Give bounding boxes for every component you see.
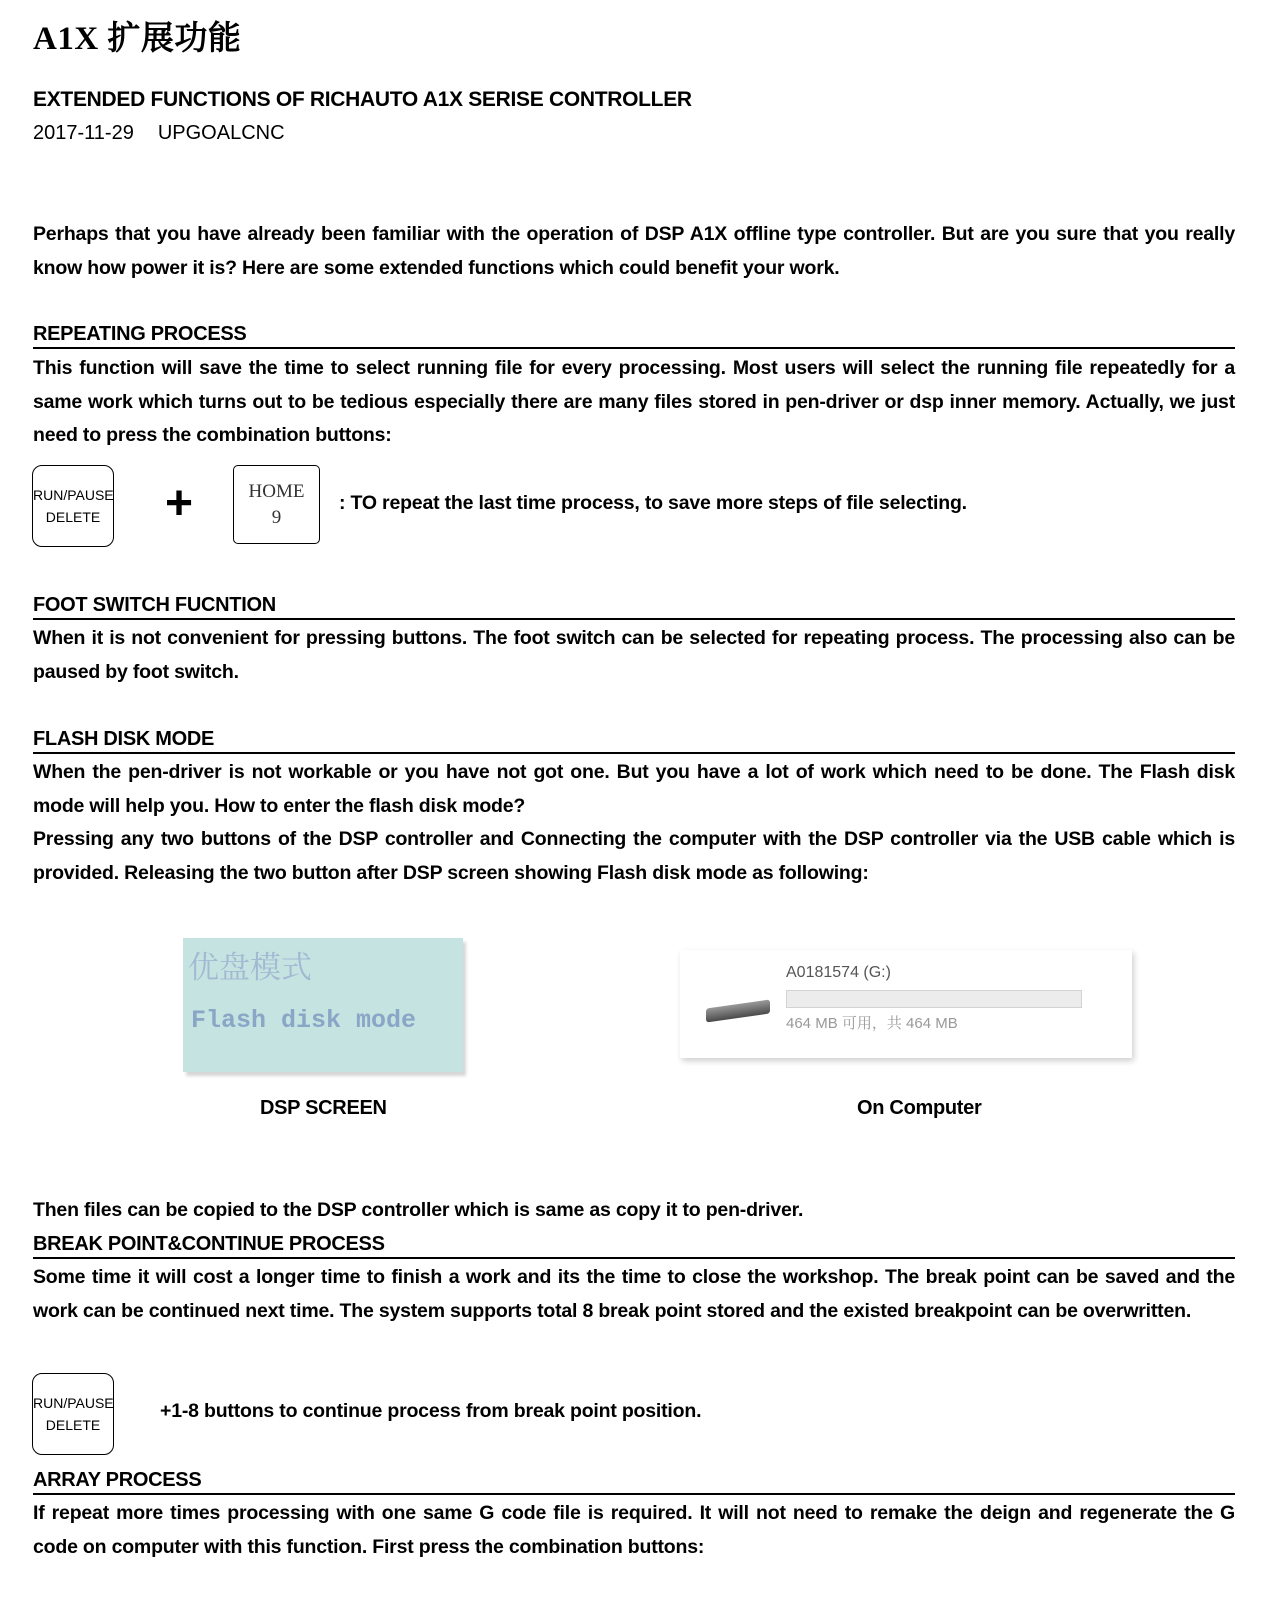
dsp-screen-caption: DSP SCREEN	[260, 1097, 387, 1119]
publish-date: 2017-11-29	[33, 122, 134, 144]
section-heading-break-point: BREAK POINT&CONTINUE PROCESS	[33, 1232, 1235, 1259]
array-paragraph	[33, 1497, 1235, 1564]
break-point-paragraph	[33, 1261, 1235, 1328]
key-label-top: HOME	[248, 480, 305, 502]
document-meta	[33, 122, 309, 145]
key-label-bottom: DELETE	[45, 509, 101, 525]
plus-sign: +	[165, 477, 194, 530]
foot-switch-paragraph	[33, 622, 1235, 689]
run-pause-delete-key	[32, 1373, 114, 1455]
dsp-screen-english-label: Flash disk mode	[191, 1006, 417, 1035]
repeating-paragraph	[33, 352, 1235, 453]
computer-drive-image	[680, 950, 1132, 1058]
key-label-bottom: 9	[271, 506, 282, 528]
array-text: If repeat more times processing with one same G code file is required. It will not need to remake the deign and regenerate the G code on computer with this function. First press the combination buttons:	[33, 1502, 1235, 1558]
usb-drive-icon	[706, 1000, 770, 1023]
flash-disk-after-text: Then files can be copied to the DSP controller which is same as copy it to pen-driver.	[33, 1199, 804, 1221]
section-heading-foot-switch: FOOT SWITCH FUCNTION	[33, 593, 1235, 620]
document-subtitle: EXTENDED FUNCTIONS OF RICHAUTO A1X SERISE CONTROLLER	[33, 88, 692, 111]
repeat-combo-description: : TO repeat the last time process, to save more steps of file selecting.	[339, 492, 967, 514]
author: UPGOALCNC	[157, 122, 285, 144]
break-point-key-description: +1-8 buttons to continue process from break point position.	[160, 1400, 702, 1422]
drive-name: A0181574 (G:)	[786, 964, 891, 981]
section-heading-repeating: REPEATING PROCESS	[33, 322, 1235, 349]
flash-disk-text-1: When the pen-driver is not workable or you have not got one. But you have a lot of work which need to be done. The Flash disk mode will help you. How to enter the flash disk mode?	[33, 761, 1235, 817]
key-label-top: RUN/PAUSE	[33, 487, 114, 503]
break-point-text: Some time it will cost a longer time to finish a work and its the time to close the workshop. The break point can be saved and the work can be continued next time. The system supports total 8 break point stored and the existed breakpoint can be overwritten.	[33, 1266, 1235, 1322]
dsp-screen-image	[183, 938, 463, 1072]
foot-switch-text: When it is not convenient for pressing buttons. The foot switch can be selected for repeating process. The processing also can be paused by foot switch.	[33, 627, 1235, 683]
flash-disk-paragraph	[33, 756, 1235, 890]
page-title: A1X 扩展功能	[33, 21, 242, 57]
run-pause-delete-key	[32, 465, 114, 547]
section-heading-array: ARRAY PROCESS	[33, 1468, 1235, 1495]
intro-paragraph	[33, 218, 1235, 285]
flash-disk-text-2: Pressing any two buttons of the DSP controller and Connecting the computer with the DSP controller via the USB cable which is provided. Releasing the two button after DSP screen showing Flash disk mode as following:	[33, 828, 1235, 884]
repeating-text: This function will save the time to select running file for every processing. Most users will select the running file repeatedly for a same work which turns out to be tedious especially there are many files stored in pen-driver or dsp inner memory. Actually, we just need to press the combination buttons:	[33, 357, 1235, 446]
key-label-bottom: DELETE	[45, 1417, 101, 1433]
dsp-screen-chinese-label: 优盘模式	[188, 950, 312, 985]
drive-capacity-bar	[786, 990, 1082, 1008]
intro-text: Perhaps that you have already been familiar with the operation of DSP A1X offline type controller. But are you sure that you really know how power it is? Here are some extended functions which could benefit your work.	[33, 223, 1235, 279]
key-label-top: RUN/PAUSE	[33, 1395, 114, 1411]
flash-disk-after-paragraph	[33, 1194, 1235, 1228]
section-heading-flash-disk: FLASH DISK MODE	[33, 727, 1235, 754]
computer-caption: On Computer	[857, 1097, 982, 1119]
home-9-key	[233, 465, 320, 544]
drive-size: 464 MB 可用，共 464 MB	[786, 1015, 958, 1032]
